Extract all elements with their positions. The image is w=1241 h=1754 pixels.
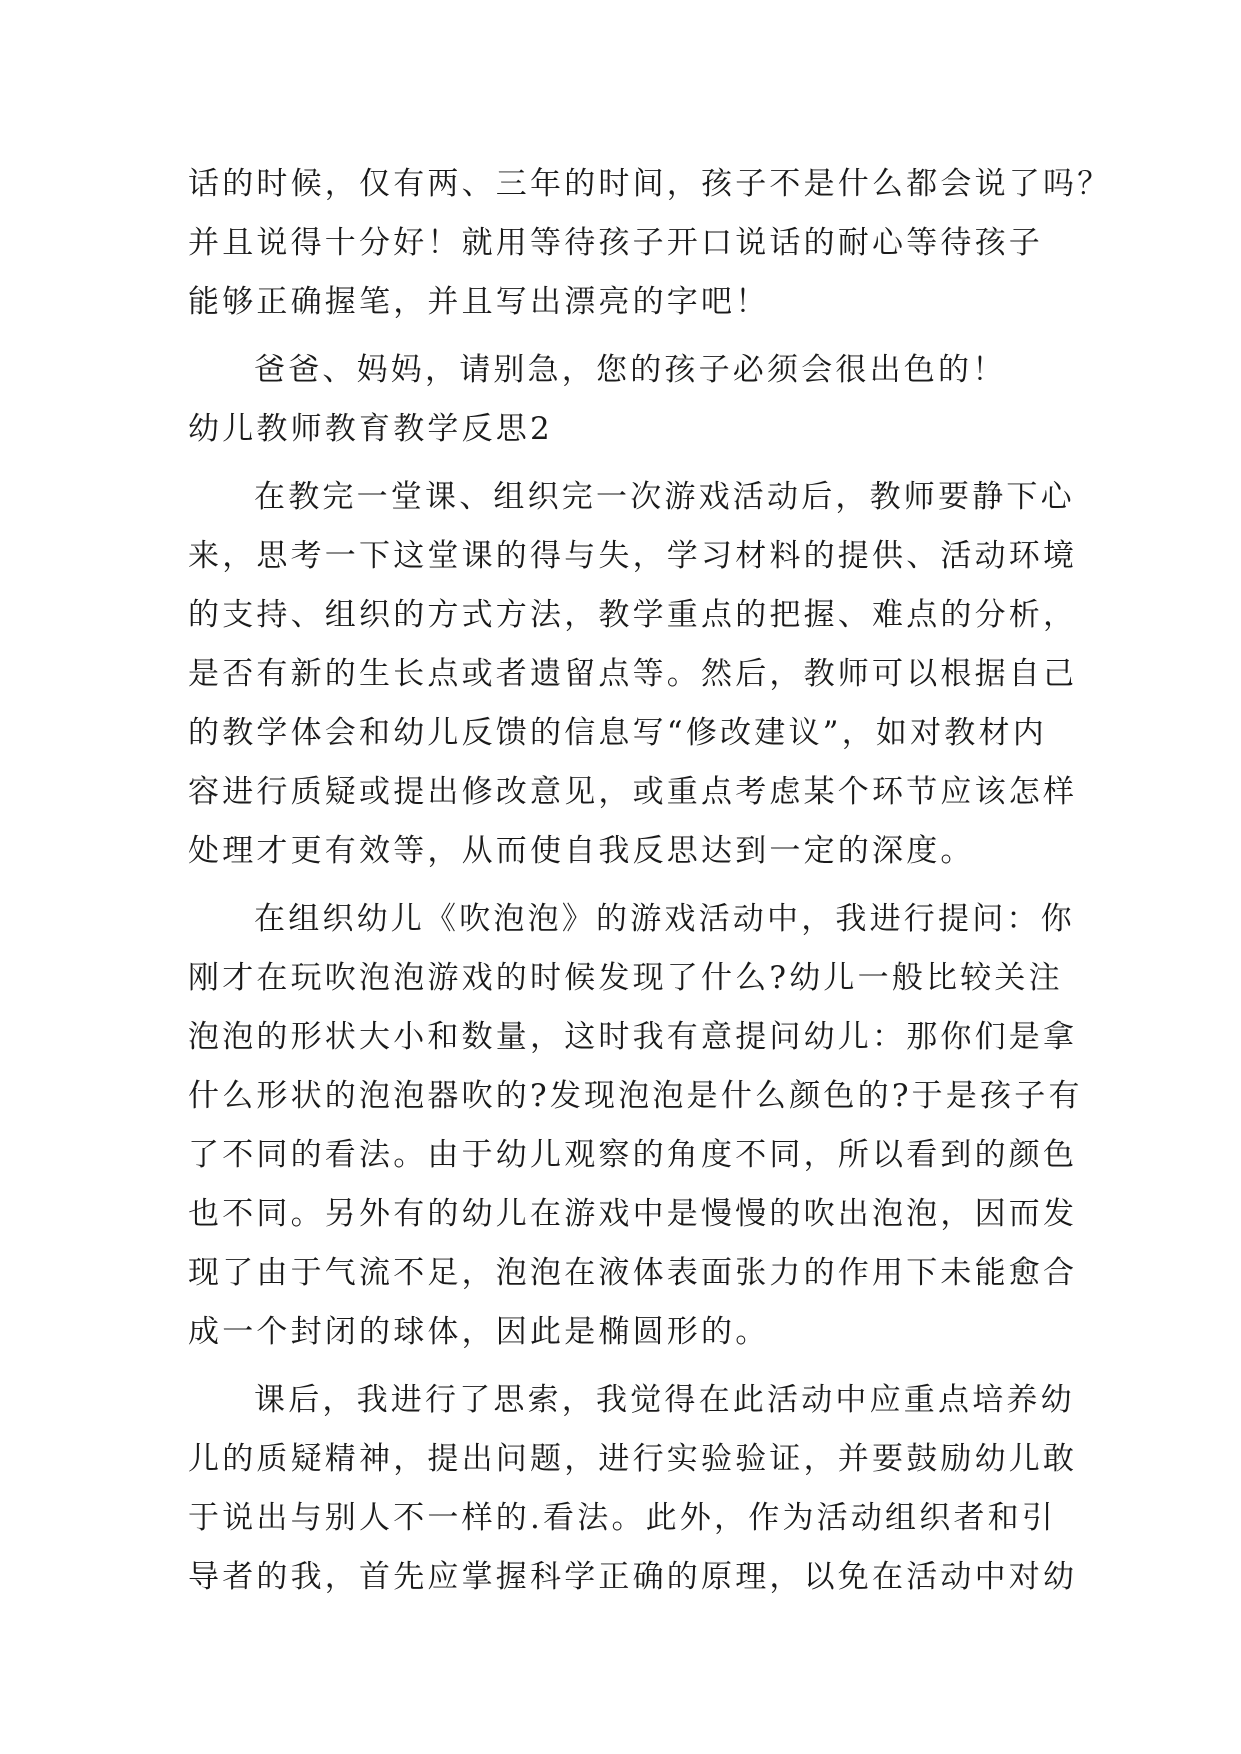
text-line: 的教学体会和幼儿反馈的信息写“修改建议”，如对教材内	[188, 715, 1047, 751]
text-line: 是否有新的生长点或者遗留点等。然后，教师可以根据自己	[188, 656, 1078, 692]
text-line: 成一个封闭的球体，因此是椭圆形的。	[188, 1314, 770, 1350]
text-line: 于说出与别人不一样的.看法。此外，作为活动组织者和引	[188, 1500, 1057, 1536]
text-line: 现了由于气流不足，泡泡在液体表面张力的作用下未能愈合	[188, 1255, 1078, 1291]
text-line: 刚才在玩吹泡泡游戏的时候发现了什么?幼儿一般比较关注	[188, 960, 1063, 996]
text-line: 泡泡的形状大小和数量，这时我有意提问幼儿：那你们是拿	[188, 1019, 1078, 1055]
section-heading: 幼儿教师教育教学反思2	[188, 411, 553, 447]
text-line: 什么形状的泡泡器吹的?发现泡泡是什么颜色的?于是孩子有	[188, 1078, 1083, 1114]
text-line: 话的时候，仅有两、三年的时间，孩子不是什么都会说了吗？	[188, 166, 1112, 202]
paragraph-gap	[188, 1362, 1058, 1371]
text-line: 也不同。另外有的幼儿在游戏中是慢慢的吹出泡泡，因而发	[188, 1196, 1078, 1232]
text-line: 来，思考一下这堂课的得与失，学习材料的提供、活动环境	[188, 538, 1078, 574]
text-line: 了不同的看法。由于幼儿观察的角度不同，所以看到的颜色	[188, 1137, 1078, 1173]
text-line: 导者的我，首先应掌握科学正确的原理，以免在活动中对幼	[188, 1559, 1078, 1595]
text-line: 爸爸、妈妈，请别急，您的孩子必须会很出色的！	[254, 352, 1007, 388]
text-line: 容进行质疑或提出修改意见，或重点考虑某个环节应该怎样	[188, 774, 1078, 810]
text-line: 并且说得十分好！就用等待孩子开口说话的耐心等待孩子	[188, 225, 1043, 261]
text-line: 在组织幼儿《吹泡泡》的游戏活动中，我进行提问：你	[254, 901, 1075, 937]
paragraph-gap	[188, 332, 1058, 341]
paragraph-gap	[188, 881, 1058, 890]
document-body	[188, 155, 1112, 1607]
text-line: 的支持、组织的方式方法，教学重点的把握、难点的分析，	[188, 597, 1078, 633]
text-line: 能够正确握笔，并且写出漂亮的字吧！	[188, 284, 770, 320]
text-line: 课后，我进行了思索，我觉得在此活动中应重点培养幼	[254, 1382, 1075, 1418]
text-line: 处理才更有效等，从而使自我反思达到一定的深度。	[188, 833, 975, 869]
text-line: 儿的质疑精神，提出问题，进行实验验证，并要鼓励幼儿敢	[188, 1441, 1078, 1477]
paragraph-gap	[188, 459, 1058, 468]
text-line: 在教完一堂课、组织完一次游戏活动后，教师要静下心	[254, 479, 1075, 515]
